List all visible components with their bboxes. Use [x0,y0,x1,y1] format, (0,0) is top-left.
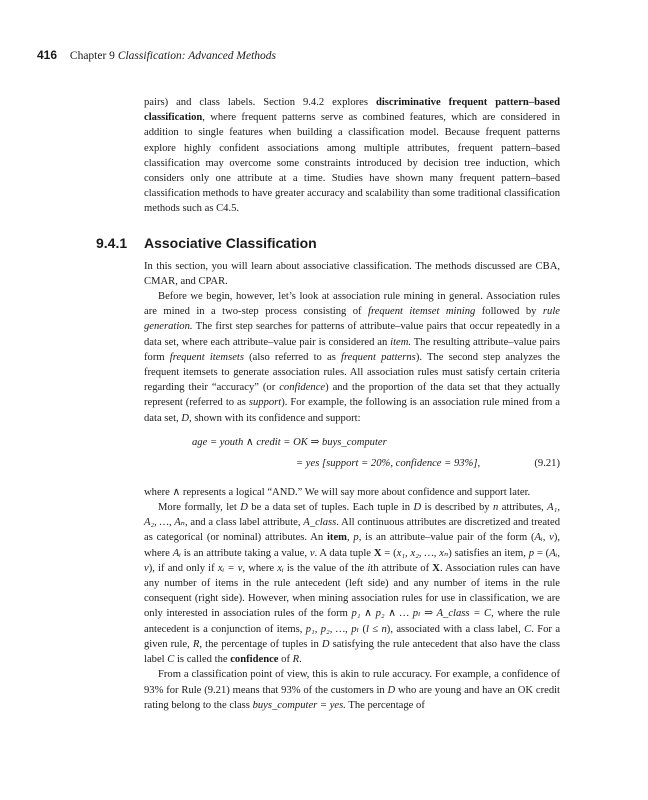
bold-term: discriminative frequent pattern–based classification [144,97,560,124]
equation-number: (9.21) [534,457,560,469]
section-title: Associative Classification [144,234,317,251]
section-heading [96,234,560,252]
paragraph-1: In this section, you will learn about associative classification. The methods discussed are CBA, CMAR, and CPAR. [144,260,560,287]
chapter-label: Chapter 9 [69,50,115,62]
bold-term: item [326,532,347,544]
bold-term: confidence [230,654,279,666]
chapter-title: Classification: Advanced Methods [117,50,277,62]
paragraph-2: Before we begin, however, let’s look at association rule mining in general. Association rules are mined in a two-step process consisting of frequent itemset mining followed by rule generation. The first step searches for patterns of attribute–value pairs that occur repeatedly in a data set, where each attribute–value pair is considered an item. The resulting attribute–value pairs form frequent itemsets (also referred to as frequent patterns). The second step analyzes the frequent itemsets to generate association rules. All association rules must satisfy certain criteria regarding their “accuracy” (or confidence) and the proportion of the data set that they actually represent (referred to as support). For example, the following is an association rule mined from a data set, D, shown with its confidence and support: [144,291,560,424]
equation-9-21 [144,435,560,477]
section-number: 9.4.1 [96,234,128,251]
page-body [96,95,561,713]
intro-paragraph: pairs) and class labels. Section 9.4.2 explores discriminative frequent pattern–based classification, where frequent patterns serve as combined features, which are considered in addition to single features when building a classification model. Because frequent patterns explore highly confident associations among multiple attributes, frequent pattern–based classification may overcome some constraints introduced by decision tree induction, which considers only one attribute at a time. Studies have shown many frequent pattern–based classification methods to have greater accuracy and scalability than some traditional classification methods such as C4.5. [144,97,560,215]
paragraph-5: From a classification point of view, this is akin to rule accuracy. For example, a confidence of 93% for Rule (9.21) means that 93% of the customers in D who are young and have an OK credit rating belong to the class buys_computer = yes. The percentage of [144,669,560,711]
paragraph-3: where ∧ represents a logical “AND.” We will say more about confidence and support later. [144,486,531,498]
equation-line-1: age = youth ∧ credit = OK ⇒ buys_computer [192,436,387,448]
paragraph-4: More formally, let D be a data set of tuples. Each tuple in D is described by n attributes, A₁, A₂, …, Aₙ, and a class label attribute, A_class. All continuous attributes are discretized and treated as categorical (or nominal) attributes. An item, p, is an attribute–value pair of the form (Aᵢ, v), where Aᵢ is an attribute taking a value, v. A data tuple X = (x₁, x₂, …, xₙ) satisfies an item, p = (Aᵢ, v), if and only if xᵢ = v, where xᵢ is the value of the ith attribute of X. Association rules can have any number of items in the rule antecedent (left side) and any number of items in the rule consequent (right side). However, when mining association rules for use in classification, we are only interested in association rules of the form p₁ ∧ p₂ ∧ … pₗ ⇒ A_class = C, where the rule antecedent is a conjunction of items, p₁, p₂, …, pₗ (l ≤ n), associated with a class label, C. For a given rule, R, the percentage of tuples in D satisfying the rule antecedent that also have the class label C is called the confidence of R. [144,502,561,666]
running-header [37,48,276,62]
page-number: 416 [37,48,58,62]
equation-line-2: = yes [support = 20%, confidence = 93%], [296,457,481,469]
